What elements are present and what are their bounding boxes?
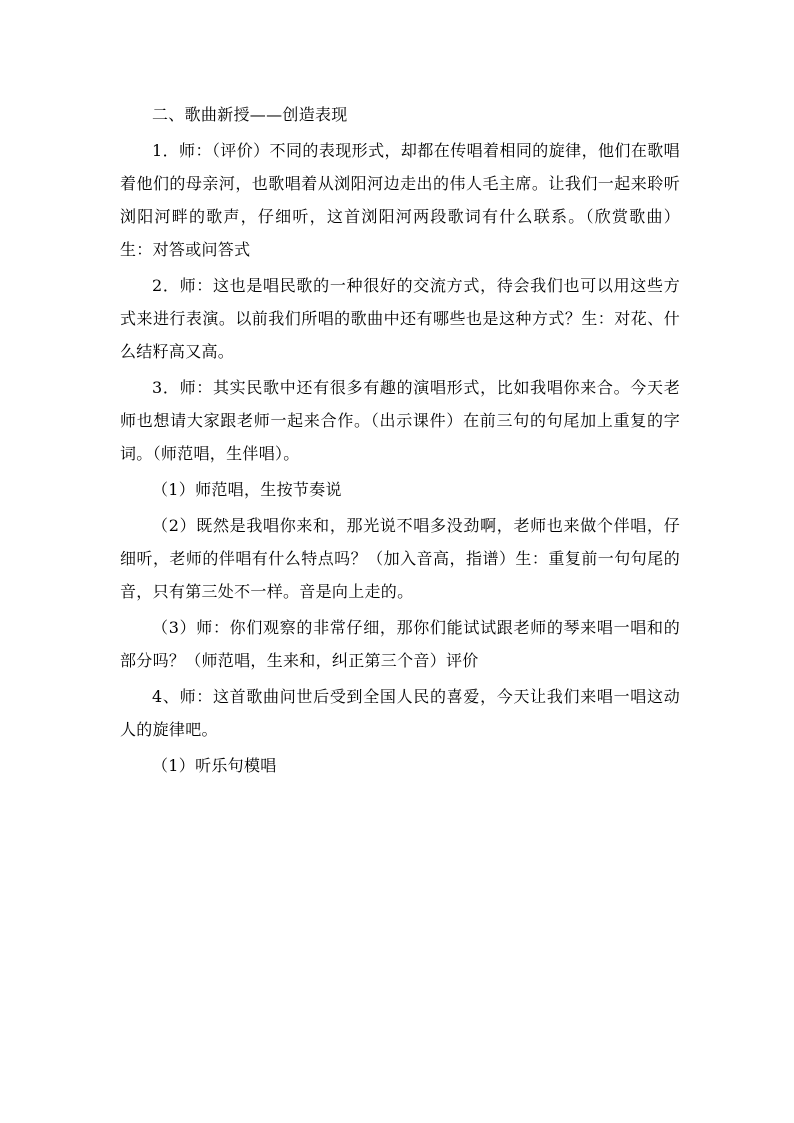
paragraph-step-4-sub-1: （1）听乐句模唱: [152, 756, 277, 775]
paragraph-step-2: 2．师：这也是唱民歌的一种很好的交流方式，待会我们也可以用这些方式来进行表演。以前我们所唱的歌曲中还有哪些也是这种方式？生：对花、什么结籽高又高。: [120, 276, 680, 361]
section-heading: 二、歌曲新授——创造表现: [152, 105, 348, 124]
paragraph-step-3-sub-3: （3）师：你们观察的非常仔细，那你们能试试跟老师的琴来唱一唱和的部分吗？（师范唱，生来和，纠正第三个音）评价: [120, 618, 680, 670]
paragraph-step-4: 4、师：这首歌曲问世后受到全国人民的喜爱，今天让我们来唱一唱这动人的旋律吧。: [120, 687, 680, 739]
paragraph-step-3: 3．师：其实民歌中还有很多有趣的演唱形式，比如我唱你来合。今天老师也想请大家跟老师一起来合作。（出示课件）在前三句的句尾加上重复的字词。（师范唱，生伴唱）。: [120, 378, 680, 463]
document-body: [120, 98, 680, 782]
paragraph-step-3-sub-2: （2）既然是我唱你来和，那光说不唱多没劲啊，老师也来做个伴唱，仔细听，老师的伴唱有什么特点吗？（加入音高，指谱）生：重复前一句句尾的音，只有第三处不一样。音是向上走的。: [120, 516, 680, 601]
paragraph-step-1: 1．师：（评价）不同的表现形式，却都在传唱着相同的旋律，他们在歌唱着他们的母亲河，也歌唱着从浏阳河边走出的伟人毛主席。让我们一起来聆听浏阳河畔的歌声，仔细听，这首浏阳河两段歌词有什么联系。（欣赏歌曲）生：对答或问答式: [120, 141, 680, 259]
paragraph-step-3-sub-1: （1）师范唱，生按节奏说: [152, 480, 342, 499]
